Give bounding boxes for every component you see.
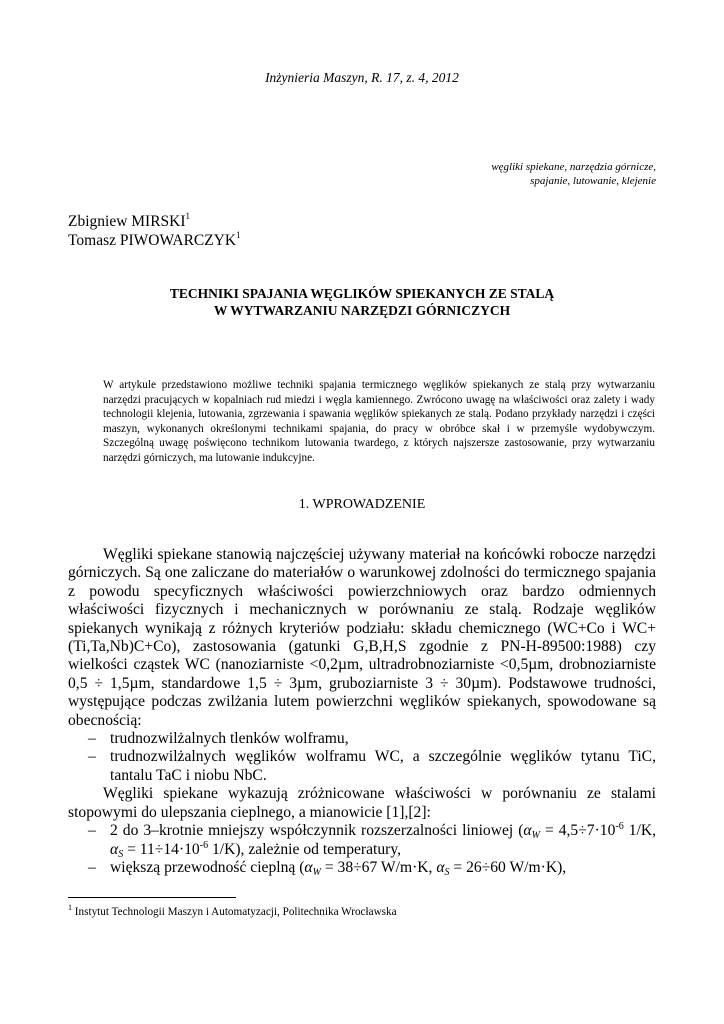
abstract: W artykule przedstawiono możliwe techniki spajania termicznego węglików spiekanych ze stalą przy wytwarzaniu narzędzi pracujących w kopalniach rud miedzi i węgla kamiennego. Zwrócono uwagę na właściwości oraz zalety i wady technologii klejenia, lutowania, zgrzewania i spawania węglików spiekanych ze stalą. Podano przykłady narzędzi i części maszyn, wykonanych określonymi technikami spajania, do pracy w obróbce skał i w przemyśle wydobywczym. Szczególną uwagę poświęcono technikom lutowania twardego, z których najszersze zastosowanie, przy wytwarzaniu narzędzi górniczych, ma lutowanie indukcyjne. — [103, 379, 655, 464]
list-item-conductivity: – większą przewodność cieplną ($\alpha_W = 38\div 67$ W/m·K, $\alpha_S = 26\div 60$ W/m·K), — [88, 859, 656, 877]
paragraph: Węgliki spiekane wykazują zróżnicowane właściwości w porównaniu ze stalami stopowymi do ulepszania cieplnego, a mianowicie [1],[2]: — [68, 785, 656, 821]
title-line-1: TECHNIKI SPAJANIA WĘGLIKÓW SPIEKANYCH ZE STALĄ — [169, 286, 555, 301]
author-1 — [68, 212, 241, 231]
footnote-text: Instytut Technologii Maszyn i Automatyzacji, Politechnika Wrocławska — [72, 906, 397, 918]
authors — [68, 212, 241, 250]
footnote-mark: 1 — [68, 903, 72, 912]
body-text — [68, 546, 656, 877]
list-item-expansion: – 2 do 3–krotnie mniejszy współczynnik rozszerzalności liniowej ($\alpha_W = 4,5\div 7\cdot 10^{-6}$ 1/K, $\alpha_S = 11\div 14\cdot 10^{-6}$ 1/K), zależnie od temperatury, — [88, 822, 656, 859]
affiliation-mark: 1 — [185, 211, 191, 221]
keywords — [356, 160, 656, 188]
keywords-line-2: spajanie, lutowanie, klejenie — [530, 175, 656, 187]
footnote-divider — [68, 897, 236, 898]
list-item: – trudnozwilżalnych tlenków wolframu, — [88, 730, 656, 748]
author-name: Tomasz PIWOWARCZYK — [68, 232, 237, 249]
section-heading: 1. WPROWADZENIE — [298, 497, 426, 512]
paper-title — [68, 285, 656, 319]
author-2 — [68, 231, 241, 250]
keywords-line-1: węgliki spiekane, narzędzia górnicze, — [491, 161, 656, 173]
list — [68, 730, 656, 785]
affiliation-mark: 1 — [236, 230, 241, 240]
journal-header: Inżynieria Maszyn, R. 17, z. 4, 2012 — [265, 70, 459, 85]
author-name: Zbigniew MIRSKI — [68, 213, 186, 230]
list — [68, 822, 656, 877]
list-item: – trudnozwilżalnych węglików wolframu WC, a szczególnie węglików tytanu TiC, tantalu TaC i niobu NbC. — [88, 748, 656, 785]
footnote — [68, 903, 397, 918]
title-line-2: W WYTWARZANIU NARZĘDZI GÓRNICZYCH — [213, 303, 511, 318]
paragraph: Węgliki spiekane stanowią najczęściej używany materiał na końcówki robocze narzędzi górniczych. Są one zaliczane do materiałów o warunkowej zdolności do termicznego spajania z powodu specyficznych właściwości powierzchniowych oraz bardzo odmiennych właściwości fizycznych i mechanicznych w porównaniu ze stalą. Rodzaje węglików spiekanych wynikają z różnych kryteriów podziału: składu chemicznego (WC+Co i WC+(Ti,Ta,Nb)C+Co), zastosowania (gatunki G,B,H,S zgodnie z PN-H-89500:1988) czy wielkości cząstek WC (nanoziarniste <0,2µm, ultradrobnoziarniste <0,5µm, drobnoziarniste 0,5 ÷ 1,5µm, standardowe 1,5 ÷ 3µm, gruboziarniste 3 ÷ 30µm). Podstawowe trudności, występujące podczas zwilżania lutem powierzchni węglików spiekanych, spowodowane są obecnością: — [68, 546, 656, 729]
